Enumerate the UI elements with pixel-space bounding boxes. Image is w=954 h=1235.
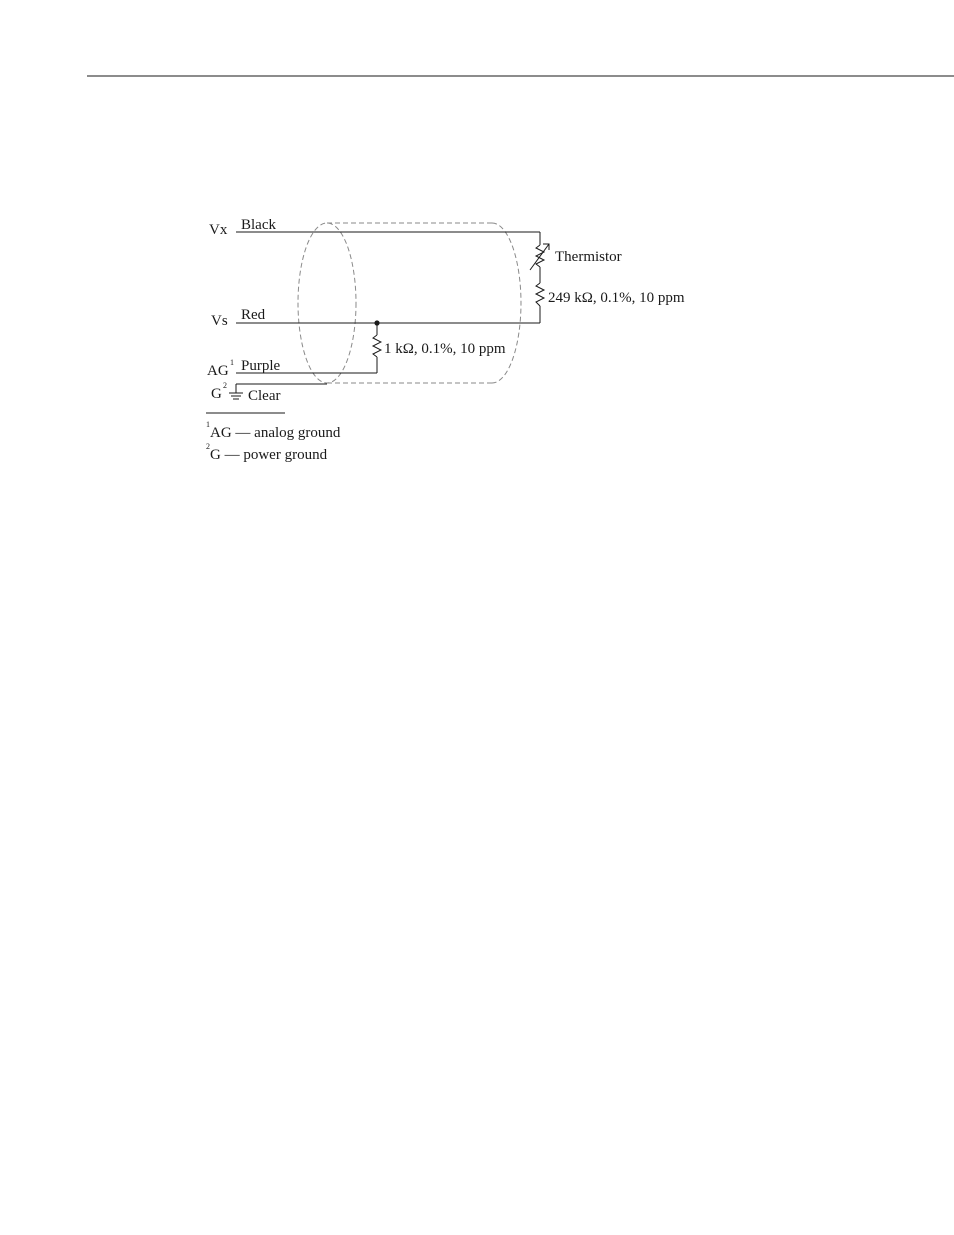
wire-red-label: Red bbox=[241, 307, 266, 323]
footnote-2-text: G — power ground bbox=[210, 447, 328, 463]
wire-clear-label: Clear bbox=[248, 388, 281, 404]
terminal-ag-sup: 1 bbox=[230, 358, 234, 367]
resistor-1k-symbol bbox=[373, 335, 381, 357]
terminal-g-sup: 2 bbox=[223, 381, 227, 390]
shield-right-arc bbox=[492, 223, 521, 383]
footnote-1-text: AG — analog ground bbox=[210, 425, 341, 441]
resistor-249k-label: 249 kΩ, 0.1%, 10 ppm bbox=[548, 290, 685, 306]
cable-shield bbox=[298, 223, 521, 383]
terminal-vx-label: Vx bbox=[209, 222, 228, 238]
terminal-ag-label: AG bbox=[207, 363, 229, 379]
resistor-1k-label: 1 kΩ, 0.1%, 10 ppm bbox=[384, 341, 506, 357]
wiring-diagram bbox=[207, 217, 685, 404]
terminal-vs-label: Vs bbox=[211, 313, 228, 329]
wire-purple-label: Purple bbox=[241, 358, 281, 374]
thermistor-label: Thermistor bbox=[555, 249, 622, 265]
resistor-249k-symbol bbox=[536, 283, 544, 306]
footnotes bbox=[206, 413, 341, 463]
footnote-1-mark: 1 bbox=[206, 420, 210, 429]
terminal-g-label: G bbox=[211, 386, 222, 402]
shield-left-ellipse bbox=[298, 223, 356, 383]
wire-black-label: Black bbox=[241, 217, 276, 233]
footnote-2-mark: 2 bbox=[206, 442, 210, 451]
